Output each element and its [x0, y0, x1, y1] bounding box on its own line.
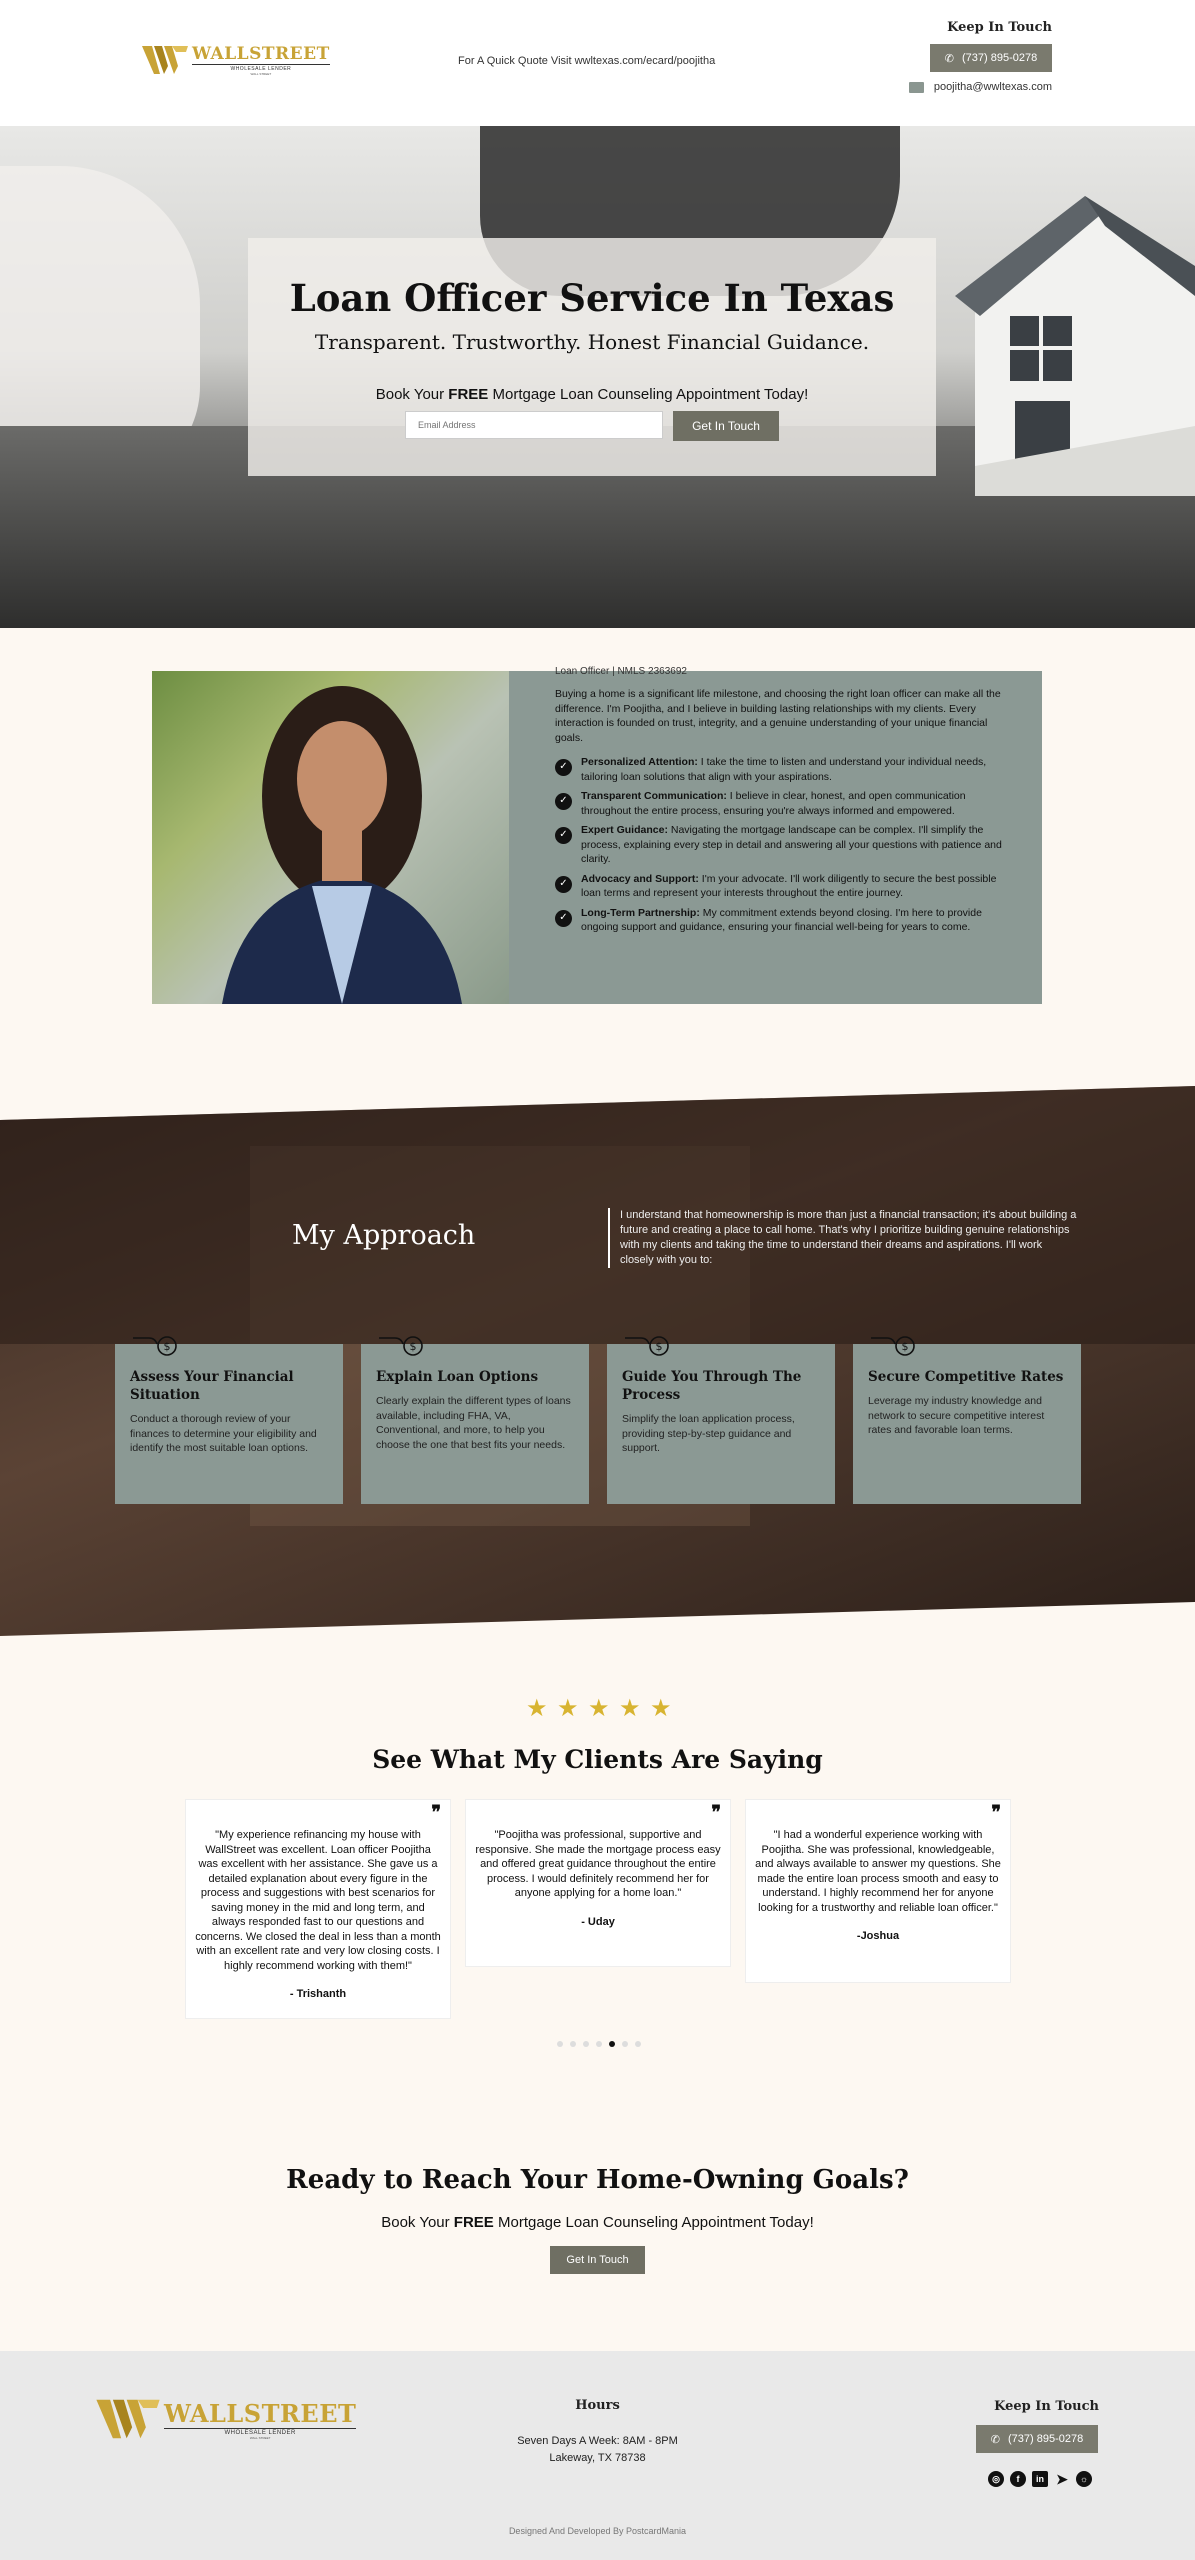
hero-title: Loan Officer Service In Texas: [289, 276, 895, 320]
cta-book-text: Book Your FREE Mortgage Loan Counseling Appointment Today!: [381, 2214, 814, 2231]
header-logo[interactable]: [142, 44, 330, 76]
envelope-icon: [909, 82, 924, 93]
footer-location: Lakeway, TX 78738: [549, 2452, 646, 2464]
check-circle-icon: ✓: [555, 759, 572, 776]
send-icon[interactable]: ➤: [1056, 2470, 1068, 2487]
approach-card: [853, 1340, 1081, 1504]
footer-credit[interactable]: Designed And Developed By PostcardMania: [508, 2526, 687, 2536]
quick-quote-text: For A Quick Quote Visit wwltexas.com/ecard/poojitha: [458, 55, 716, 67]
list-item: ✓ Personalized Attention: I take the time to listen and understand your individual needs, tailoring loan solutions that align with your aspirations.: [555, 755, 1005, 784]
money-hand-icon: [377, 1334, 425, 1358]
hero-get-in-touch-button[interactable]: Get In Touch: [673, 411, 779, 441]
money-hand-icon: [623, 1334, 671, 1358]
footer-hours-line: Seven Days A Week: 8AM - 8PM: [517, 2435, 678, 2447]
approach-card: [115, 1340, 343, 1504]
carousel-dot[interactable]: [622, 2041, 628, 2047]
testimonial-carousel[interactable]: [185, 1799, 1011, 2019]
star-icon: ★: [557, 1695, 579, 1722]
house-model-image: [935, 166, 1195, 496]
email-input[interactable]: [405, 411, 663, 439]
testimonial-author: - Trishanth: [289, 1988, 347, 2000]
footer-logo-brand: WALLSTREET: [164, 2398, 357, 2428]
about-section: [152, 666, 1042, 1004]
money-hand-icon: [131, 1334, 179, 1358]
testimonial-card: [185, 1799, 451, 2019]
approach-cards: [115, 1340, 1081, 1504]
approach-card-text: Simplify the loan application process, providing step-by-step guidance and support.: [622, 1413, 795, 1454]
web-icon[interactable]: ☼: [1076, 2471, 1092, 2487]
carousel-pagination: [557, 2041, 641, 2047]
check-circle-icon: ✓: [555, 793, 572, 810]
logo-w-icon: [142, 44, 188, 76]
approach-card-text: Leverage my industry knowledge and network to secure competitive interest rates and favorable loan terms.: [868, 1395, 1045, 1436]
footer-phone-button[interactable]: [976, 2425, 1098, 2453]
facebook-icon[interactable]: f: [1010, 2471, 1026, 2487]
testimonial-card: [745, 1799, 1011, 1983]
list-item: ✓ Long-Term Partnership: My commitment extends beyond closing. I'm here to provide ongoing support and guidance, ensuring your financial well-being for years to come.: [555, 906, 1005, 935]
star-icon: ★: [588, 1695, 610, 1722]
check-circle-icon: ✓: [555, 827, 572, 844]
svg-text:$: $: [409, 1340, 417, 1353]
instagram-icon[interactable]: ◎: [988, 2471, 1004, 2487]
hero-subtitle: Transparent. Trustworthy. Honest Financial Guidance.: [314, 330, 870, 354]
list-item: ✓ Transparent Communication: I believe in clear, honest, and open communication throughout the entire process, ensuring you're always informed and empowered.: [555, 789, 1005, 818]
hero-book-text: Book Your FREE Mortgage Loan Counseling Appointment Today!: [375, 386, 809, 403]
check-circle-icon: ✓: [555, 910, 572, 927]
approach-card-title: Secure Competitive Rates: [868, 1369, 1064, 1385]
svg-text:$: $: [163, 1340, 171, 1353]
footer-keep-in-touch: Keep In Touch: [994, 2399, 1099, 2414]
approach-card: [361, 1340, 589, 1504]
phone-icon: ✆: [990, 2433, 1000, 2446]
logo-subtitle: WHOLESALE LENDER: [192, 64, 330, 72]
cta-get-in-touch-button[interactable]: Get In Touch: [550, 2246, 645, 2274]
hero-card: [248, 238, 936, 476]
about-bullet-list: [555, 755, 1005, 935]
cta-title: Ready to Reach Your Home-Owning Goals?: [286, 2165, 909, 2195]
footer-logo-subtitle-2: WALL STREET: [249, 2435, 271, 2440]
logo-brand: WALLSTREET: [192, 44, 330, 64]
approach-card-title: Assess Your Financial Situation: [130, 1369, 294, 1403]
testimonial-card: [465, 1799, 731, 1967]
approach-section: [0, 1086, 1195, 1636]
testimonial-quote: "I had a wonderful experience working with Poojitha. She was professional, knowledgeable, and always available to answer my questions. She made the entire loan process smooth and easy to understand. I highly recommend her for anyone looking for a trustworthy and reliable loan officer.": [755, 1829, 1001, 1914]
carousel-dot[interactable]: [635, 2041, 641, 2047]
approach-card-text: Clearly explain the different types of loans available, including FHA, VA, Conventional, and more, to help you choose the one that best fits your needs.: [376, 1395, 571, 1451]
testimonial-author: -Joshua: [856, 1930, 900, 1942]
site-header: [0, 0, 1195, 126]
approach-card: [607, 1340, 835, 1504]
footer-hours-title: Hours: [575, 2398, 620, 2413]
list-item: ✓ Advocacy and Support: I'm your advocate. I'll work diligently to secure the best possible loan terms and represent your interests throughout the entire journey.: [555, 872, 1005, 901]
testimonial-quote: "Poojitha was professional, supportive and responsive. She made the mortgage process easy and offered great guidance throughout the entire process. I would definitely recommend her for anyone applying for a home loan.": [475, 1829, 721, 1899]
quote-icon: ❞: [991, 1802, 1001, 1823]
about-cut-line: Loan Officer | NMLS 2363692: [555, 666, 687, 677]
footer-logo-subtitle: WHOLESALE LENDER: [164, 2428, 356, 2436]
carousel-dot[interactable]: [596, 2041, 602, 2047]
hero-signup-form: [248, 411, 936, 441]
loan-officer-photo: [152, 671, 509, 1004]
list-item: ✓ Expert Guidance: Navigating the mortgage landscape can be complex. I'll simplify the process, explaining every step in detail and answering all your questions with patience and clarity.: [555, 823, 1005, 867]
approach-intro: I understand that homeownership is more than just a financial transaction; it's about building a future and creating a place to call home. That's why I prioritize building genuine relationships with my clients and taking the time to understand their dreams and aspirations. I'll work closely with you to:: [608, 1208, 1078, 1268]
carousel-dot-active[interactable]: [609, 2041, 615, 2047]
phone-icon: ✆: [944, 52, 954, 65]
carousel-dot[interactable]: [557, 2041, 563, 2047]
rating-stars: [526, 1695, 672, 1722]
star-icon: ★: [526, 1695, 548, 1722]
quote-icon: ❞: [431, 1802, 441, 1823]
hero-section: [0, 126, 1195, 628]
about-text: [555, 666, 1005, 940]
linkedin-icon[interactable]: in: [1032, 2471, 1048, 2487]
header-phone-button[interactable]: [930, 44, 1052, 72]
footer-phone-label: (737) 895-0278: [1007, 2433, 1084, 2445]
testimonial-author: - Uday: [581, 1915, 615, 1928]
approach-card-title: Guide You Through The Process: [622, 1369, 802, 1403]
testimonial-quote: "My experience refinancing my house with WallStreet was excellent. Loan officer Poojitha was excellent with her assistance. She gave us a detailed explanation about every figure in the process and suggestions with best scenarios for saving money in the mid and long term, and always responded fast to our questions and concerns. We closed the deal in less than a month with an excellent rate and very low closing costs. I highly recommend working with them!": [195, 1829, 441, 1972]
carousel-dot[interactable]: [570, 2041, 576, 2047]
carousel-dot[interactable]: [583, 2041, 589, 2047]
svg-text:$: $: [901, 1340, 909, 1353]
check-circle-icon: ✓: [555, 876, 572, 893]
about-intro: Buying a home is a significant life milestone, and choosing the right loan officer can make all the difference. I'm Poojitha, and I believe in building lasting relationships with my clients. Every interaction is founded on trust, integrity, and a genuine understanding of your unique financial goals.: [555, 688, 1001, 744]
header-phone-label: (737) 895-0278: [961, 52, 1038, 64]
approach-title: My Approach: [292, 1220, 476, 1251]
header-email-label: poojitha@wwltexas.com: [933, 81, 1052, 93]
star-icon: ★: [619, 1695, 641, 1722]
svg-text:$: $: [655, 1340, 663, 1353]
header-email-link[interactable]: [909, 81, 1052, 93]
money-hand-icon: [869, 1334, 917, 1358]
quote-icon: ❞: [711, 1802, 721, 1823]
approach-card-text: Conduct a thorough review of your finances to determine your eligibility and identify the most suitable loan options.: [130, 1413, 317, 1454]
site-footer: [0, 2351, 1195, 2560]
approach-card-title: Explain Loan Options: [376, 1369, 539, 1385]
star-icon: ★: [650, 1695, 672, 1722]
keep-in-touch-heading: Keep In Touch: [947, 20, 1052, 35]
testimonials-title: See What My Clients Are Saying: [372, 1745, 823, 1774]
social-links: [988, 2471, 1092, 2487]
logo-subtitle-2: WALL STREET: [250, 72, 272, 76]
